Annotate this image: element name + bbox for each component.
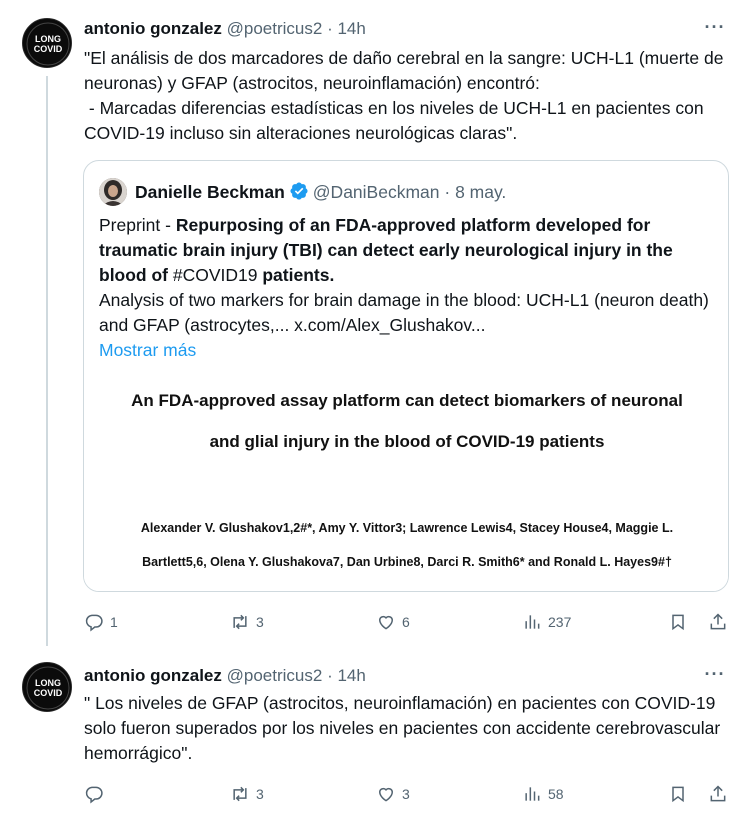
quoted-tweet-time[interactable]: · 8 may. (444, 182, 507, 202)
quoted-bold-suffix: patients. (257, 265, 335, 285)
preview-authors-line-2: Bartlett5,6, Olena Y. Glushakova7, Dan Urbine8, Darci R. Smith6* and Ronald L. Hayes9#† (142, 555, 672, 569)
verified-badge-icon (289, 181, 309, 201)
quoted-tweet-card[interactable] (83, 160, 729, 592)
reply-button[interactable] (84, 779, 110, 809)
author-avatar[interactable] (22, 662, 72, 712)
show-more-link[interactable]: Mostrar más (99, 340, 197, 360)
views-icon (522, 612, 542, 632)
quoted-bold-text: Repurposing of an FDA-approved platform developed for traumatic brain injury (TBI) can detect early neurological injury in the blood of (99, 215, 673, 285)
like-count: 6 (402, 614, 410, 630)
reply-count: 1 (110, 614, 118, 630)
author-avatar[interactable] (22, 18, 72, 68)
share-icon (708, 612, 728, 632)
author-name[interactable]: antonio gonzalez (84, 666, 222, 685)
like-button[interactable] (376, 607, 410, 637)
more-icon[interactable]: ··· (704, 664, 726, 684)
reply-button[interactable] (84, 607, 118, 637)
quoted-tweet-text (99, 213, 719, 363)
tweet-header (84, 665, 366, 687)
preview-title-line-2: and glial injury in the blood of COVID-19 patients (209, 432, 605, 451)
views-button[interactable] (522, 779, 564, 809)
views-icon (522, 784, 542, 804)
paper-preview-image[interactable] (84, 361, 729, 592)
repost-icon (230, 612, 250, 632)
action-bar (84, 607, 734, 637)
svg-text:LONG: LONG (35, 678, 61, 688)
preview-authors-line-1: Alexander V. Glushakov1,2#*, Amy Y. Vittor3; Lawrence Lewis4, Stacey House4, Maggie L. (140, 521, 674, 535)
author-handle[interactable]: @poetricus2 (226, 666, 323, 685)
bookmark-icon (668, 612, 688, 632)
svg-text:LONG: LONG (35, 34, 61, 44)
quoted-prefix: Preprint - (99, 215, 176, 235)
quoted-author-handle[interactable]: @DaniBeckman (312, 182, 440, 202)
share-button[interactable] (708, 607, 728, 637)
author-name[interactable]: antonio gonzalez (84, 19, 222, 38)
author-handle[interactable]: @poetricus2 (226, 19, 323, 38)
bookmark-icon (668, 784, 688, 804)
like-icon (376, 784, 396, 804)
views-button[interactable] (522, 607, 571, 637)
svg-text:COVID: COVID (33, 44, 63, 54)
reply-icon (84, 784, 104, 804)
quoted-body: Analysis of two markers for brain damage in the blood: UCH-L1 (neuron death) and GFAP (astrocytes,... x.com/Alex_Glushakov... (99, 290, 709, 335)
tweet-text: "El análisis de dos marcadores de daño cerebral en la sangre: UCH-L1 (muerte de neuronas) y GFAP (astrocitos, neuroinflamación) encontró: - Marcadas diferencias estadísticas en los niveles de UCH-L1 en pacientes con COVID-19 incluso sin alteraciones neurológicas claras". (84, 48, 724, 143)
quoted-author-name[interactable]: Danielle Beckman (135, 182, 285, 202)
repost-icon (230, 784, 250, 804)
share-button[interactable] (708, 779, 728, 809)
quoted-tweet-header (135, 181, 506, 203)
preview-title-line-1: An FDA-approved assay platform can detect biomarkers of neuronal (131, 391, 683, 410)
tweet-text: " Los niveles de GFAP (astrocitos, neuroinflamación) en pacientes con COVID-19 solo fueron superados por los niveles en pacientes con accidente cerebrovascular hemorrágico". (84, 693, 726, 763)
reply-icon (84, 612, 104, 632)
action-bar (84, 779, 734, 809)
views-count: 237 (548, 614, 572, 630)
share-icon (708, 784, 728, 804)
repost-button[interactable] (230, 779, 264, 809)
like-icon (376, 612, 396, 632)
more-icon[interactable]: ··· (704, 17, 726, 37)
views-count: 58 (548, 786, 564, 802)
tweet-time[interactable]: · 14h (327, 19, 366, 38)
tweet[interactable] (0, 650, 750, 828)
repost-button[interactable] (230, 607, 264, 637)
hashtag-link[interactable]: #COVID19 (172, 265, 258, 285)
like-count: 3 (402, 786, 410, 802)
tweet-header (84, 18, 366, 40)
quoted-author-avatar[interactable] (99, 178, 127, 206)
repost-count: 3 (256, 786, 264, 802)
svg-text:COVID: COVID (33, 688, 63, 698)
like-button[interactable] (376, 779, 410, 809)
tweet-time[interactable]: · 14h (327, 666, 366, 685)
thread-line (46, 76, 48, 646)
bookmark-button[interactable] (668, 607, 688, 637)
repost-count: 3 (256, 614, 264, 630)
bookmark-button[interactable] (668, 779, 688, 809)
